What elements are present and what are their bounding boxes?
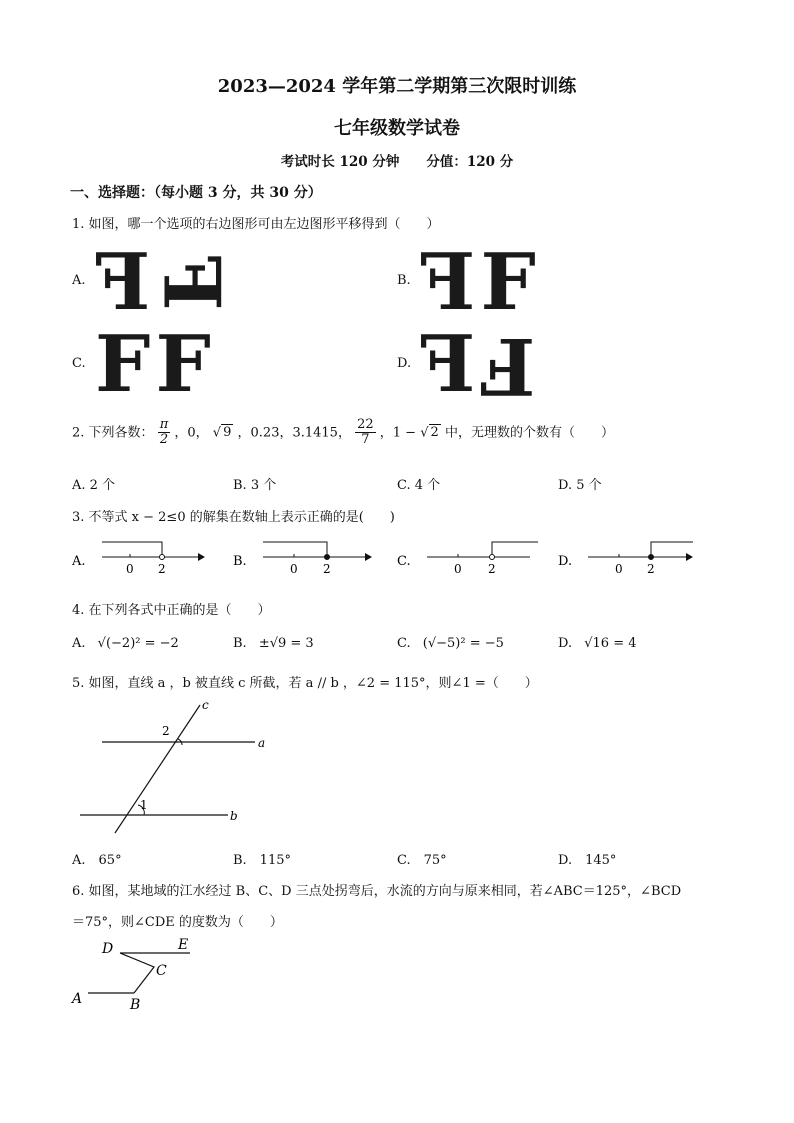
- tick-0: 0: [615, 562, 623, 576]
- label-D: D: [102, 941, 114, 957]
- tick-0: 0: [126, 562, 134, 576]
- mirrored-f-glyph: F: [95, 237, 151, 328]
- q2-option-b: B. 3 个: [233, 478, 277, 493]
- q3-stem: 3. 不等式 x − 2≤0 的解集在数轴上表示正确的是( ): [72, 510, 395, 525]
- fraction-denominator: 7: [361, 432, 370, 448]
- number-line-a: [102, 542, 205, 576]
- q3-option-c-label: C.: [397, 554, 411, 569]
- q4-option-b-label: B.: [233, 636, 247, 651]
- fraction-numerator: 22: [357, 417, 374, 432]
- q2-zero: ，0，: [174, 425, 209, 441]
- f-glyph: F: [480, 237, 536, 328]
- fraction-22-over-7: [355, 418, 376, 448]
- q5-option-b: B. 115°: [233, 853, 291, 868]
- q1-option-b-label: B.: [397, 273, 411, 288]
- q4-option-a: [72, 636, 179, 651]
- label-b: b: [230, 809, 238, 823]
- q2-option-d: D. 5 个: [558, 478, 602, 493]
- label-C: C: [156, 963, 167, 979]
- q2-suffix: 中，无理数的个数有（ ）: [444, 425, 614, 441]
- q1-option-c-label: C.: [72, 356, 86, 371]
- q3-option-d-label: D.: [558, 554, 573, 569]
- label-c: c: [202, 698, 209, 712]
- q3-option-b-label: B.: [233, 554, 247, 569]
- label-a: a: [258, 736, 266, 750]
- sqrt-icon: √: [212, 425, 222, 441]
- q1-option-c-figure: [95, 319, 211, 410]
- mirrored-f-glyph: F: [420, 319, 476, 410]
- q1-option-a-figure: [95, 237, 238, 328]
- label-angle-2: 2: [162, 724, 170, 738]
- q4-option-c-label: C.: [397, 636, 411, 651]
- tick-2: 2: [323, 562, 331, 576]
- q2-option-c: C. 4 个: [397, 478, 441, 493]
- exam-subtitle: 七年级数学试卷: [334, 118, 460, 139]
- q5-option-c: C. 75°: [397, 853, 447, 868]
- tick-0: 0: [290, 562, 298, 576]
- flipped-f-glyph: F: [480, 320, 536, 411]
- q1-option-b-figure: [420, 237, 536, 328]
- q6-stem-line2: ＝75°，则∠CDE 的度数为（ ）: [72, 915, 283, 930]
- q5-stem: 5. 如图，直线 a ，b 被直线 c 所截，若 a // b ，∠2 = 115°，则∠1 =（ ）: [72, 676, 538, 691]
- q4-expr-c: (√−5)² = −5: [422, 636, 504, 651]
- q2-one-minus: ，1 −: [379, 425, 417, 441]
- q2-stem: [72, 418, 614, 448]
- q4-expr-b: ±√9 = 3: [258, 636, 314, 651]
- line-c: [115, 705, 200, 833]
- sqrt-2: 2: [430, 425, 439, 441]
- q3-number-lines: [0, 535, 794, 580]
- tick-0: 0: [454, 562, 462, 576]
- q2-option-a: A. 2 个: [72, 478, 116, 493]
- exam-meta: 考试时长 120 分钟 分值：120 分: [280, 154, 514, 170]
- tick-2: 2: [647, 562, 655, 576]
- q5-figure: [70, 697, 270, 839]
- number-line-d: [588, 542, 693, 576]
- q6-figure: [68, 935, 208, 1015]
- q4-option-d-label: D.: [558, 636, 573, 651]
- segment-dcb: [120, 953, 154, 993]
- rotated-f-glyph: F: [146, 255, 238, 311]
- mirrored-f-glyph: F: [420, 237, 476, 328]
- label-B: B: [130, 997, 141, 1013]
- tick-2: 2: [158, 562, 166, 576]
- f-glyph: F: [155, 319, 211, 410]
- q2-list: ，0.23，3.1415，: [237, 425, 351, 441]
- q5-option-a: A. 65°: [72, 853, 122, 868]
- q4-option-c: [397, 636, 504, 651]
- f-glyph: F: [95, 319, 151, 410]
- q4-option-d: [558, 636, 637, 651]
- q1-stem: 1. 如图，哪一个选项的右边图形可由左边图形平移得到（ ）: [72, 217, 440, 232]
- label-E: E: [178, 937, 189, 953]
- exam-title: 2023—2024 学年第二学期第三次限时训练: [217, 76, 577, 97]
- number-line-c: [427, 542, 538, 576]
- q4-option-a-label: A.: [72, 636, 86, 651]
- q1-option-a-label: A.: [72, 273, 86, 288]
- q3-option-a-label: A.: [72, 554, 86, 569]
- sqrt-9: 9: [223, 425, 232, 441]
- q1-option-d-label: D.: [397, 356, 412, 371]
- fraction-numerator: π: [159, 417, 169, 432]
- q1-option-d-figure: [420, 319, 536, 411]
- q4-expr-d: √16 = 4: [584, 636, 637, 651]
- q5-option-d: D. 145°: [558, 853, 617, 868]
- label-A: A: [72, 991, 83, 1007]
- number-line-b: [263, 542, 372, 576]
- tick-2: 2: [488, 562, 496, 576]
- label-angle-1: 1: [140, 798, 148, 812]
- q4-expr-a: √(−2)² = −2: [97, 636, 179, 651]
- fraction-pi-over-2: [158, 418, 171, 448]
- sqrt-icon: √: [420, 425, 429, 441]
- q4-stem: 4. 在下列各式中正确的是（ ）: [72, 603, 271, 618]
- q4-option-b: [233, 636, 314, 651]
- q6-stem-line1: 6. 如图，某地域的江水经过 B、C、D 三点处拐弯后，水流的方向与原来相同，若∠ABC＝125°，∠BCD: [72, 884, 682, 899]
- q2-prefix: 2. 下列各数：: [72, 425, 154, 441]
- fraction-denominator: 2: [159, 432, 169, 448]
- section-heading: 一、选择题：（每小题 3 分，共 30 分）: [70, 185, 322, 201]
